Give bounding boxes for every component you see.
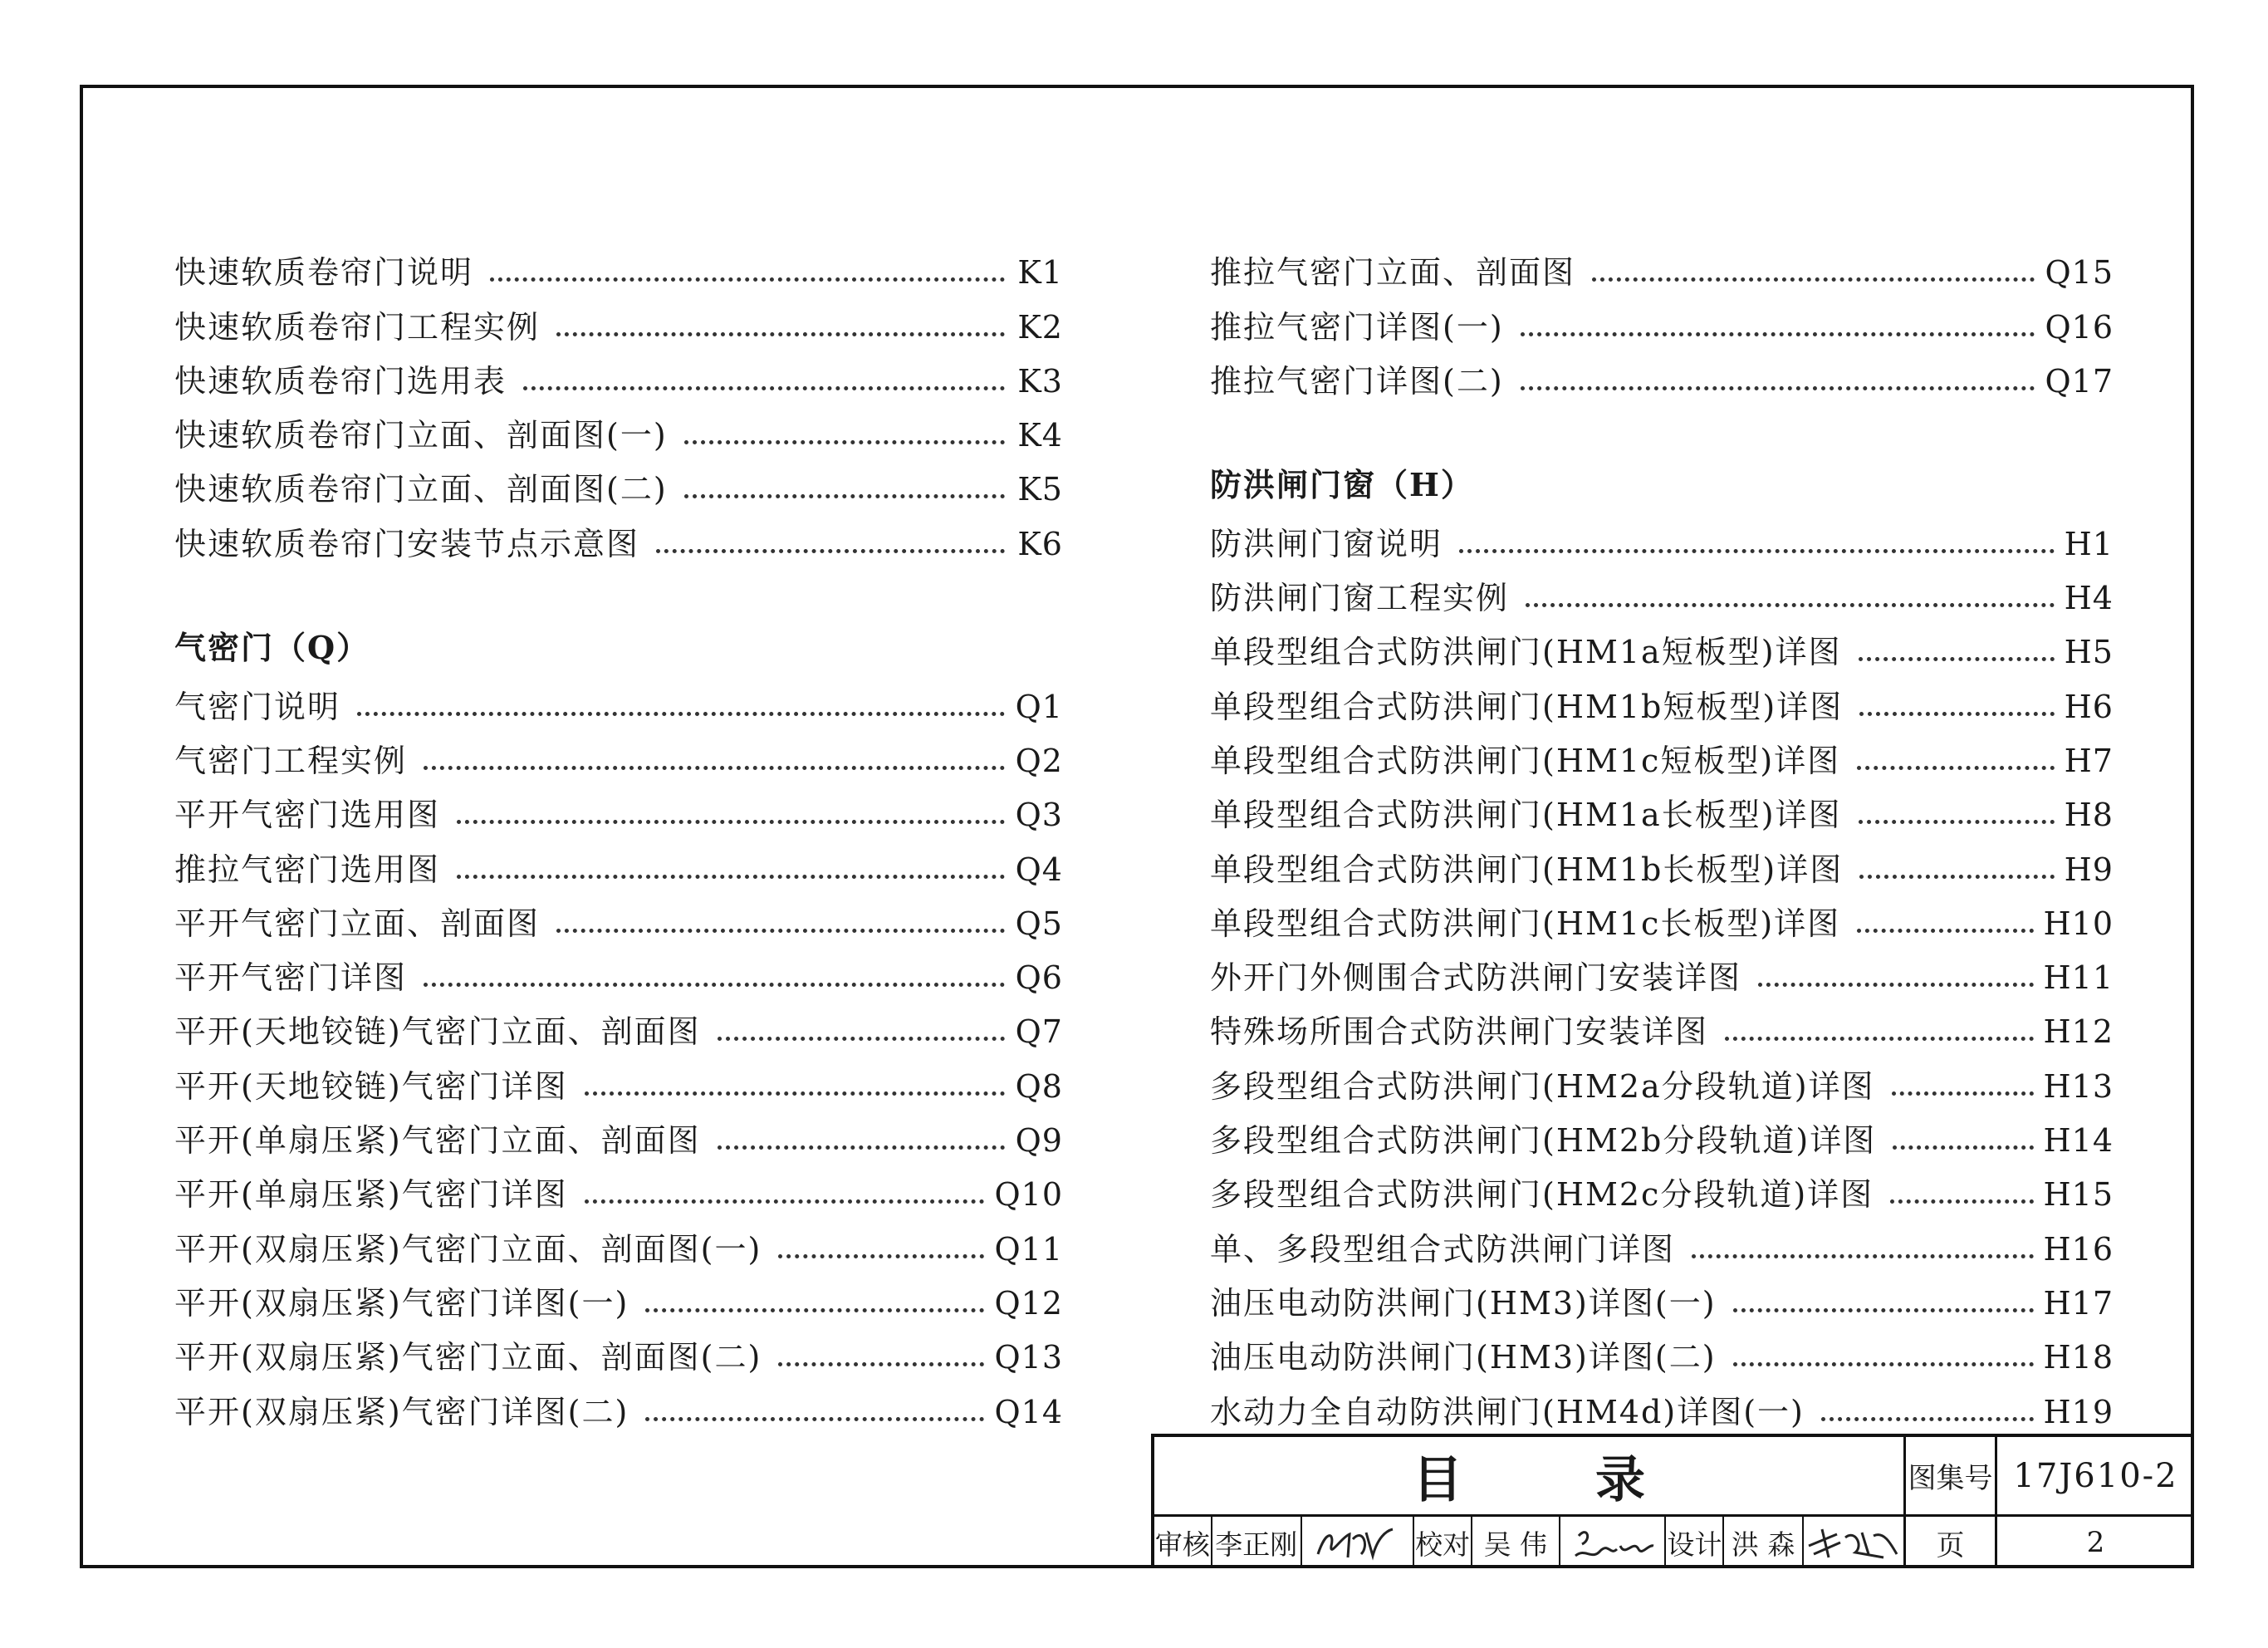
dot-leader bbox=[556, 929, 1005, 933]
toc-entry-title: 快速软质卷帘门工程实例 bbox=[174, 308, 541, 346]
toc-entry-page: Q16 bbox=[2045, 308, 2114, 346]
toc-entry-page: H17 bbox=[2043, 1284, 2114, 1322]
dot-leader bbox=[1859, 712, 2054, 716]
toc-entry bbox=[1210, 288, 2114, 346]
toc-entry bbox=[174, 939, 1063, 997]
section-heading-airtight-doors: 气密门（Q） bbox=[174, 629, 370, 667]
page-number: 2 bbox=[2086, 1526, 2105, 1559]
toc-entry bbox=[174, 1319, 1063, 1376]
toc-entry-title: 单段型组合式防洪闸门(HM1a短板型)详图 bbox=[1210, 634, 1842, 671]
toc-entry-title: 快速软质卷帘门立面、剖面图(一) bbox=[174, 417, 668, 454]
toc-entry-page: K5 bbox=[1017, 471, 1063, 508]
toc-entry-title: 单段型组合式防洪闸门(HM1c长板型)详图 bbox=[1210, 905, 1841, 942]
toc-entry-title: 水动力全自动防洪闸门(HM4d)详图(一) bbox=[1210, 1393, 1805, 1430]
dot-leader bbox=[1526, 603, 2055, 607]
toc-entry bbox=[174, 1373, 1063, 1430]
toc-entry-page: Q15 bbox=[2045, 254, 2114, 292]
section-heading-flood-gates: 防洪闸门窗（H） bbox=[1210, 466, 1474, 504]
toc-entry bbox=[174, 1047, 1063, 1105]
dot-leader bbox=[585, 1199, 985, 1204]
toc-entry-page: Q14 bbox=[994, 1393, 1063, 1430]
toc-entry bbox=[1210, 1319, 2114, 1376]
toc-entry-page: H14 bbox=[2043, 1122, 2114, 1160]
toc-entry-title: 外开门外侧围合式防洪闸门安装详图 bbox=[1210, 959, 1742, 997]
dot-leader bbox=[1459, 549, 2055, 553]
toc-entry bbox=[1210, 831, 2114, 888]
page-label-cell bbox=[1906, 1517, 1997, 1568]
toc-entry bbox=[174, 993, 1063, 1051]
dot-leader bbox=[424, 983, 1005, 987]
toc-entry bbox=[1210, 1047, 2114, 1105]
toc-entry-page: Q2 bbox=[1015, 742, 1063, 779]
dot-leader bbox=[778, 1362, 984, 1366]
dot-leader bbox=[645, 1417, 984, 1421]
toc-entry-title: 快速软质卷帘门说明 bbox=[174, 254, 474, 292]
reviewer-label: 审核 bbox=[1154, 1517, 1212, 1568]
toc-entry-title: 气密门说明 bbox=[174, 688, 341, 725]
toc-entry bbox=[1210, 668, 2114, 725]
toc-entry-title: 平开(双扇压紧)气密门详图(一) bbox=[174, 1284, 629, 1322]
toc-entry-page: Q6 bbox=[1015, 959, 1063, 997]
toc-right-column bbox=[1210, 234, 2114, 1428]
dot-leader bbox=[1857, 929, 2033, 933]
page-number-cell bbox=[1997, 1517, 2194, 1568]
toc-entry-title: 推拉气密门选用图 bbox=[174, 851, 441, 888]
toc-entry-title: 推拉气密门立面、剖面图 bbox=[1210, 254, 1576, 292]
toc-entry-title: 平开(单扇压紧)气密门立面、剖面图 bbox=[174, 1122, 701, 1160]
signature-row bbox=[1154, 1517, 1906, 1568]
toc-entry-title: 平开(天地铰链)气密门立面、剖面图 bbox=[174, 1013, 701, 1051]
toc-entry-title: 快速软质卷帘门安装节点示意图 bbox=[174, 525, 640, 562]
toc-entry-title: 快速软质卷帘门选用表 bbox=[174, 362, 507, 400]
dot-leader bbox=[1725, 1037, 2033, 1041]
dot-leader bbox=[457, 820, 1005, 824]
toc-entry bbox=[174, 885, 1063, 942]
page-label: 页 bbox=[1936, 1528, 1965, 1562]
toc-entry bbox=[1210, 723, 2114, 777]
toc-entry-page: Q4 bbox=[1015, 851, 1063, 888]
toc-entry-page: Q5 bbox=[1015, 905, 1063, 942]
toc-entry bbox=[1210, 614, 2114, 671]
toc-entry bbox=[174, 288, 1063, 346]
toc-entry-page: Q7 bbox=[1015, 1013, 1063, 1051]
toc-entry-page: Q9 bbox=[1015, 1122, 1063, 1160]
checker-label: 校对 bbox=[1414, 1517, 1472, 1568]
toc-entry-page: K4 bbox=[1017, 417, 1063, 454]
toc-entry-page: K2 bbox=[1017, 308, 1063, 346]
toc-entry-title: 平开(双扇压紧)气密门立面、剖面图(一) bbox=[174, 1230, 762, 1268]
dot-leader bbox=[1892, 1091, 2034, 1096]
toc-entry bbox=[174, 505, 1063, 562]
toc-entry-title: 防洪闸门窗工程实例 bbox=[1210, 580, 1510, 617]
toc-entry bbox=[174, 1210, 1063, 1268]
toc-entry bbox=[174, 723, 1063, 777]
toc-entry-title: 多段型组合式防洪闸门(HM2b分段轨道)详图 bbox=[1210, 1122, 1877, 1160]
toc-entry bbox=[174, 668, 1063, 725]
dot-leader bbox=[1859, 875, 2054, 879]
toc-entry bbox=[174, 831, 1063, 888]
dot-leader bbox=[1521, 386, 2035, 390]
reviewer-signature bbox=[1302, 1517, 1415, 1568]
toc-entry bbox=[174, 777, 1063, 834]
checker-signature bbox=[1560, 1517, 1667, 1568]
toc-entry bbox=[1210, 885, 2114, 942]
toc-entry-page: H13 bbox=[2043, 1067, 2114, 1105]
toc-entry-title: 特殊场所围合式防洪闸门安装详图 bbox=[1210, 1013, 1709, 1051]
toc-entry bbox=[1210, 1265, 2114, 1322]
dot-leader bbox=[357, 712, 1005, 716]
dot-leader bbox=[645, 1308, 984, 1312]
toc-entry-title: 平开(双扇压紧)气密门立面、剖面图(二) bbox=[174, 1339, 762, 1376]
dot-leader bbox=[1521, 332, 2035, 336]
toc-entry-page: Q8 bbox=[1015, 1067, 1063, 1105]
toc-entry-page: H7 bbox=[2064, 742, 2114, 779]
atlas-label: 图集号 bbox=[1908, 1462, 1993, 1495]
toc-entry-page: K1 bbox=[1017, 254, 1063, 292]
reviewer-name: 李正刚 bbox=[1212, 1517, 1302, 1568]
dot-leader bbox=[1758, 983, 2033, 987]
atlas-number-cell bbox=[1997, 1437, 2194, 1517]
toc-entry bbox=[1210, 777, 2114, 834]
toc-entry bbox=[174, 234, 1063, 292]
dot-leader bbox=[424, 766, 1005, 770]
toc-entry-title: 单段型组合式防洪闸门(HM1a长板型)详图 bbox=[1210, 797, 1842, 834]
designer-name: 洪 森 bbox=[1724, 1517, 1804, 1568]
toc-entry-title: 气密门工程实例 bbox=[174, 742, 408, 779]
toc-entry-page: Q13 bbox=[994, 1339, 1063, 1376]
dot-leader bbox=[585, 1091, 1005, 1096]
toc-entry-page: H10 bbox=[2043, 905, 2114, 942]
toc-entry-page: H4 bbox=[2064, 580, 2114, 617]
toc-entry-page: H9 bbox=[2064, 851, 2114, 888]
dot-leader bbox=[684, 440, 1005, 444]
toc-entry-title: 单段型组合式防洪闸门(HM1c短板型)详图 bbox=[1210, 742, 1841, 779]
designer-label: 设计 bbox=[1666, 1517, 1724, 1568]
toc-entry-title: 平开气密门详图 bbox=[174, 959, 408, 997]
toc-entry-title: 单段型组合式防洪闸门(HM1b短板型)详图 bbox=[1210, 688, 1844, 725]
dot-leader bbox=[1857, 766, 2055, 770]
toc-entry-page: K6 bbox=[1017, 525, 1063, 562]
dot-leader bbox=[1592, 277, 2035, 282]
dot-leader bbox=[1859, 820, 2055, 824]
toc-entry-title: 多段型组合式防洪闸门(HM2c分段轨道)详图 bbox=[1210, 1176, 1874, 1214]
toc-entry-title: 平开气密门选用图 bbox=[174, 797, 441, 834]
toc-entry-title: 单段型组合式防洪闸门(HM1b长板型)详图 bbox=[1210, 851, 1844, 888]
toc-entry bbox=[174, 1156, 1063, 1214]
toc-entry-page: H6 bbox=[2064, 688, 2114, 725]
dot-leader bbox=[1733, 1362, 2034, 1366]
toc-entry-title: 平开气密门立面、剖面图 bbox=[174, 905, 541, 942]
dot-leader bbox=[1893, 1145, 2033, 1150]
toc-entry-title: 快速软质卷帘门立面、剖面图(二) bbox=[174, 471, 668, 508]
toc-entry bbox=[174, 1102, 1063, 1160]
toc-entry-page: Q12 bbox=[994, 1284, 1063, 1322]
toc-entry bbox=[1210, 505, 2114, 562]
toc-entry-title: 防洪闸门窗说明 bbox=[1210, 525, 1443, 562]
toc-entry bbox=[1210, 993, 2114, 1051]
toc-entry-page: H5 bbox=[2064, 634, 2114, 671]
document-title: 目录 bbox=[1413, 1450, 1778, 1509]
toc-entry bbox=[1210, 939, 2114, 997]
dot-leader bbox=[684, 494, 1005, 498]
toc-entry bbox=[1210, 234, 2114, 292]
toc-entry-title: 多段型组合式防洪闸门(HM2a分段轨道)详图 bbox=[1210, 1067, 1875, 1105]
toc-entry bbox=[174, 451, 1063, 508]
atlas-label-cell bbox=[1906, 1437, 1997, 1517]
toc-entry bbox=[1210, 1373, 2114, 1430]
toc-entry-page: H19 bbox=[2043, 1393, 2114, 1430]
dot-leader bbox=[556, 332, 1005, 336]
toc-entry-page: H1 bbox=[2064, 525, 2114, 562]
toc-entry-title: 推拉气密门详图(一) bbox=[1210, 308, 1504, 346]
designer-signature bbox=[1804, 1517, 1903, 1568]
toc-entry-page: H15 bbox=[2043, 1176, 2114, 1214]
toc-entry-page: H8 bbox=[2064, 797, 2114, 834]
toc-entry-title: 平开(双扇压紧)气密门详图(二) bbox=[174, 1393, 629, 1430]
toc-entry-page: Q10 bbox=[994, 1176, 1063, 1214]
dot-leader bbox=[1733, 1308, 2034, 1312]
dot-leader bbox=[1692, 1254, 2033, 1258]
toc-entry-page: Q17 bbox=[2045, 362, 2114, 400]
dot-leader bbox=[718, 1037, 1005, 1041]
dot-leader bbox=[656, 549, 1005, 553]
toc-entry-page: H12 bbox=[2043, 1013, 2114, 1051]
dot-leader bbox=[490, 277, 1005, 282]
toc-entry bbox=[1210, 1102, 2114, 1160]
toc-entry bbox=[1210, 1156, 2114, 1214]
toc-entry bbox=[174, 397, 1063, 454]
toc-entry-title: 油压电动防洪闸门(HM3)详图(一) bbox=[1210, 1284, 1717, 1322]
dot-leader bbox=[1821, 1417, 2034, 1421]
toc-entry-page: H16 bbox=[2043, 1230, 2114, 1268]
toc-entry-page: K3 bbox=[1017, 362, 1063, 400]
toc-entry-page: H11 bbox=[2043, 959, 2114, 997]
dot-leader bbox=[1890, 1199, 2033, 1204]
toc-entry-page: Q1 bbox=[1015, 688, 1063, 725]
toc-entry-title: 平开(单扇压紧)气密门详图 bbox=[174, 1176, 568, 1214]
title-block bbox=[1151, 1434, 2194, 1568]
dot-leader bbox=[718, 1145, 1005, 1150]
toc-entry-title: 单、多段型组合式防洪闸门详图 bbox=[1210, 1230, 1676, 1268]
dot-leader bbox=[778, 1254, 984, 1258]
toc-entry-page: Q3 bbox=[1015, 797, 1063, 834]
toc-entry bbox=[174, 1265, 1063, 1322]
toc-entry-title: 油压电动防洪闸门(HM3)详图(二) bbox=[1210, 1339, 1717, 1376]
toc-entry-page: Q11 bbox=[994, 1230, 1063, 1268]
dot-leader bbox=[523, 386, 1005, 390]
toc-entry bbox=[1210, 560, 2114, 617]
atlas-number: 17J610-2 bbox=[2013, 1456, 2178, 1495]
toc-entry bbox=[1210, 1210, 2114, 1268]
toc-entry-title: 推拉气密门详图(二) bbox=[1210, 362, 1504, 400]
checker-name: 吴 伟 bbox=[1472, 1517, 1560, 1568]
toc-entry bbox=[1210, 343, 2114, 400]
dot-leader bbox=[1859, 657, 2055, 661]
title-cell bbox=[1154, 1437, 1906, 1517]
toc-entry bbox=[174, 343, 1063, 400]
toc-left-column bbox=[174, 234, 1063, 1428]
toc-entry-page: H18 bbox=[2043, 1339, 2114, 1376]
dot-leader bbox=[457, 875, 1005, 879]
toc-entry-title: 平开(天地铰链)气密门详图 bbox=[174, 1067, 568, 1105]
